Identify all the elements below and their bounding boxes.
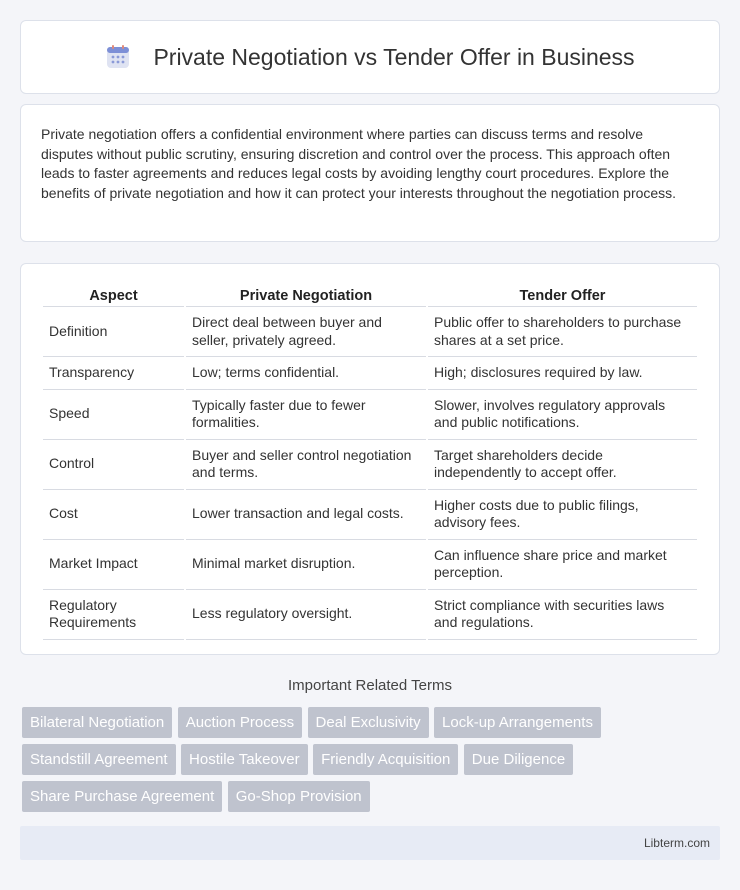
table-row <box>43 490 697 540</box>
column-header-private-negotiation: Private Negotiation <box>186 284 426 307</box>
table-row <box>43 590 697 640</box>
table-cell: Definition <box>43 307 184 357</box>
comparison-table <box>41 284 699 640</box>
table-cell: Slower, involves regulatory approvals and public notifications. <box>428 390 697 440</box>
table-cell: Speed <box>43 390 184 440</box>
table-row <box>43 540 697 590</box>
intro-text: Private negotiation offers a confidential environment where parties can discuss terms and resolve disputes without public scrutiny, ensuring discretion and control over the process. This approach often leads to faster agreements and reduces legal costs by avoiding lengthy court procedures. Explore the benefits of private negotiation and how it can protect your interests throughout the negotiation process. <box>41 126 677 201</box>
comparison-card <box>20 263 720 655</box>
table-cell: Market Impact <box>43 540 184 590</box>
table-cell: Target shareholders decide independently to accept offer. <box>428 440 697 490</box>
table-cell: Low; terms confidential. <box>186 357 426 390</box>
table-row <box>43 307 697 357</box>
table-cell: Lower transaction and legal costs. <box>186 490 426 540</box>
table-cell: Control <box>43 440 184 490</box>
title-card <box>20 20 720 94</box>
related-terms-heading: Important Related Terms <box>288 677 452 694</box>
related-term-tag[interactable]: Deal Exclusivity <box>308 707 429 738</box>
table-cell: Less regulatory oversight. <box>186 590 426 640</box>
table-cell: Strict compliance with securities laws and regulations. <box>428 590 697 640</box>
table-cell: Buyer and seller control negotiation and terms. <box>186 440 426 490</box>
table-cell: Direct deal between buyer and seller, privately agreed. <box>186 307 426 357</box>
table-cell: Higher costs due to public filings, advisory fees. <box>428 490 697 540</box>
calendar-icon <box>105 44 131 70</box>
related-term-tag[interactable]: Go-Shop Provision <box>228 781 370 812</box>
site-credit-link[interactable]: Libterm.com <box>643 836 710 850</box>
table-cell: Typically faster due to fewer formalities. <box>186 390 426 440</box>
table-row <box>43 390 697 440</box>
column-header-aspect: Aspect <box>43 284 184 307</box>
table-cell: Cost <box>43 490 184 540</box>
column-header-tender-offer: Tender Offer <box>428 284 697 307</box>
related-terms-list <box>22 707 722 818</box>
table-cell: High; disclosures required by law. <box>428 357 697 390</box>
intro-card <box>20 104 720 242</box>
related-term-tag[interactable]: Share Purchase Agreement <box>22 781 222 812</box>
table-header-row <box>43 284 697 307</box>
table-cell: Regulatory Requirements <box>43 590 184 640</box>
page-title: Private Negotiation vs Tender Offer in Business <box>153 43 635 70</box>
related-term-tag[interactable]: Bilateral Negotiation <box>22 707 172 738</box>
footer <box>20 826 720 860</box>
table-cell: Can influence share price and market perception. <box>428 540 697 590</box>
related-term-tag[interactable]: Friendly Acquisition <box>313 744 458 775</box>
related-term-tag[interactable]: Hostile Takeover <box>181 744 308 775</box>
related-term-tag[interactable]: Auction Process <box>178 707 302 738</box>
related-term-tag[interactable]: Standstill Agreement <box>22 744 176 775</box>
table-row <box>43 440 697 490</box>
table-cell: Public offer to shareholders to purchase shares at a set price. <box>428 307 697 357</box>
table-cell: Minimal market disruption. <box>186 540 426 590</box>
related-term-tag[interactable]: Due Diligence <box>464 744 573 775</box>
related-term-tag[interactable]: Lock-up Arrangements <box>434 707 601 738</box>
table-row <box>43 357 697 390</box>
table-cell: Transparency <box>43 357 184 390</box>
